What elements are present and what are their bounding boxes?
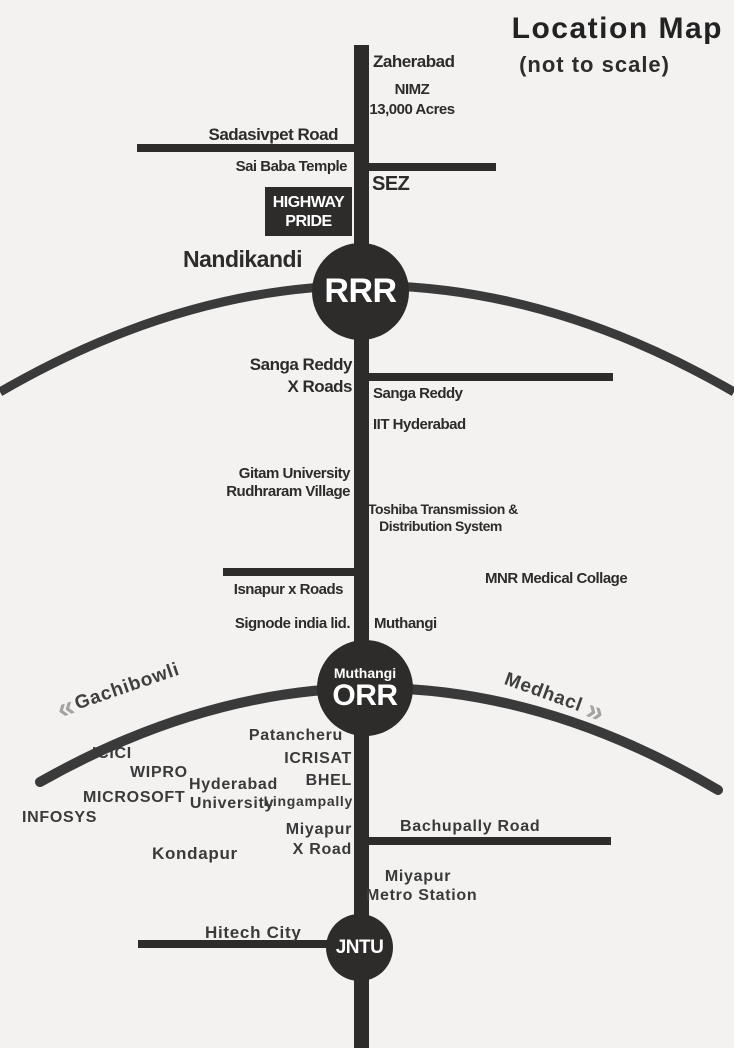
label-medhacl: Medhacl (501, 668, 586, 717)
sez-road-line (369, 163, 496, 171)
label-kondapur: Kondapur (152, 844, 238, 863)
label-toshiba (368, 501, 518, 535)
label-gachibowli: Gachibowli (72, 658, 183, 715)
isnapur-road-line (223, 568, 359, 576)
orr-junction-sublabel: Muthangi (333, 665, 397, 681)
jntu-junction (326, 914, 393, 981)
label-infosys: INFOSYS (22, 809, 98, 826)
hyd-univ-line2: University (189, 795, 275, 812)
label-miyapur-metro-station (366, 867, 478, 905)
sanga-reddy-road-line (369, 373, 613, 381)
label-hitech-city: Hitech City (205, 923, 302, 942)
label-nimz: NIMZ (394, 81, 430, 98)
gitam-line2: Rudhraram Village (226, 483, 350, 500)
miyapur-x-line2: X Road (292, 841, 352, 858)
medhacl-direction (501, 668, 606, 729)
miyapur-metro-line2: Metro Station (366, 887, 478, 904)
sanga-reddy-x-line1: Sanga Reddy (249, 355, 352, 374)
toshiba-line1: Toshiba Transmission & (368, 501, 518, 517)
label-patancheru: Patancheru (248, 727, 343, 744)
label-mnr-medical-collage: MNR Medical Collage (485, 570, 628, 587)
label-gitam-university (226, 465, 350, 501)
double-chevron-right-icon: » (581, 692, 606, 729)
highway-pride-project-box (265, 187, 352, 236)
label-zaherabad: Zaherabad (373, 52, 455, 71)
label-lingampally: Lingampally (263, 793, 353, 809)
label-iit-hyderabad: IIT Hyderabad (373, 416, 466, 433)
label-nandikandi: Nandikandi (183, 246, 302, 272)
label-isnapur-x-roads: Isnapur x Roads (233, 581, 343, 598)
label-sanga-reddy-x-roads (250, 354, 352, 398)
miyapur-metro-line1: Miyapur (384, 868, 452, 885)
orr-junction (317, 640, 413, 736)
gitam-line1: Gitam University (238, 465, 350, 482)
rrr-junction-label: RRR (324, 272, 397, 310)
toshiba-line2: Distribution System (379, 518, 502, 534)
hyd-univ-line1: Hyderabad (189, 776, 278, 793)
label-icici: ICICI (92, 745, 132, 762)
label-sai-baba-temple: Sai Baba Temple (235, 158, 347, 175)
label-muthangi: Muthangi (374, 615, 437, 632)
label-icrisat: ICRISAT (284, 750, 352, 767)
map-subtitle: (not to scale) (519, 52, 670, 77)
label-bhel: BHEL (305, 772, 352, 789)
bachupally-road-line (369, 837, 611, 845)
rrr-junction (312, 243, 409, 340)
label-bachupally-road: Bachupally Road (400, 818, 541, 835)
label-signode-india: Signode india lid. (234, 615, 350, 632)
label-sadasivpet-road: Sadasivpet Road (208, 125, 338, 144)
double-chevron-left-icon: « (52, 690, 76, 727)
sanga-reddy-x-line2: X Roads (287, 377, 352, 396)
label-hyderabad-university (189, 775, 278, 813)
map-title: Location Map (511, 12, 723, 45)
project-name-line1: HIGHWAY (272, 193, 345, 211)
label-nimz-acres: 13,000 Acres (369, 101, 455, 118)
sadasivpet-road-line (137, 144, 359, 152)
label-microsoft: MICROSOFT (83, 789, 186, 806)
project-name-line2: PRIDE (285, 212, 332, 230)
miyapur-x-line1: Miyapur (285, 821, 352, 838)
label-wipro: WIPRO (130, 764, 188, 781)
gachibowli-direction (52, 658, 183, 727)
label-sez: SEZ (372, 173, 410, 195)
label-miyapur-x-road (286, 820, 352, 860)
jntu-junction-label: JNTU (335, 936, 384, 958)
label-sanga-reddy: Sanga Reddy (373, 385, 463, 402)
orr-junction-label: ORR (332, 679, 398, 712)
